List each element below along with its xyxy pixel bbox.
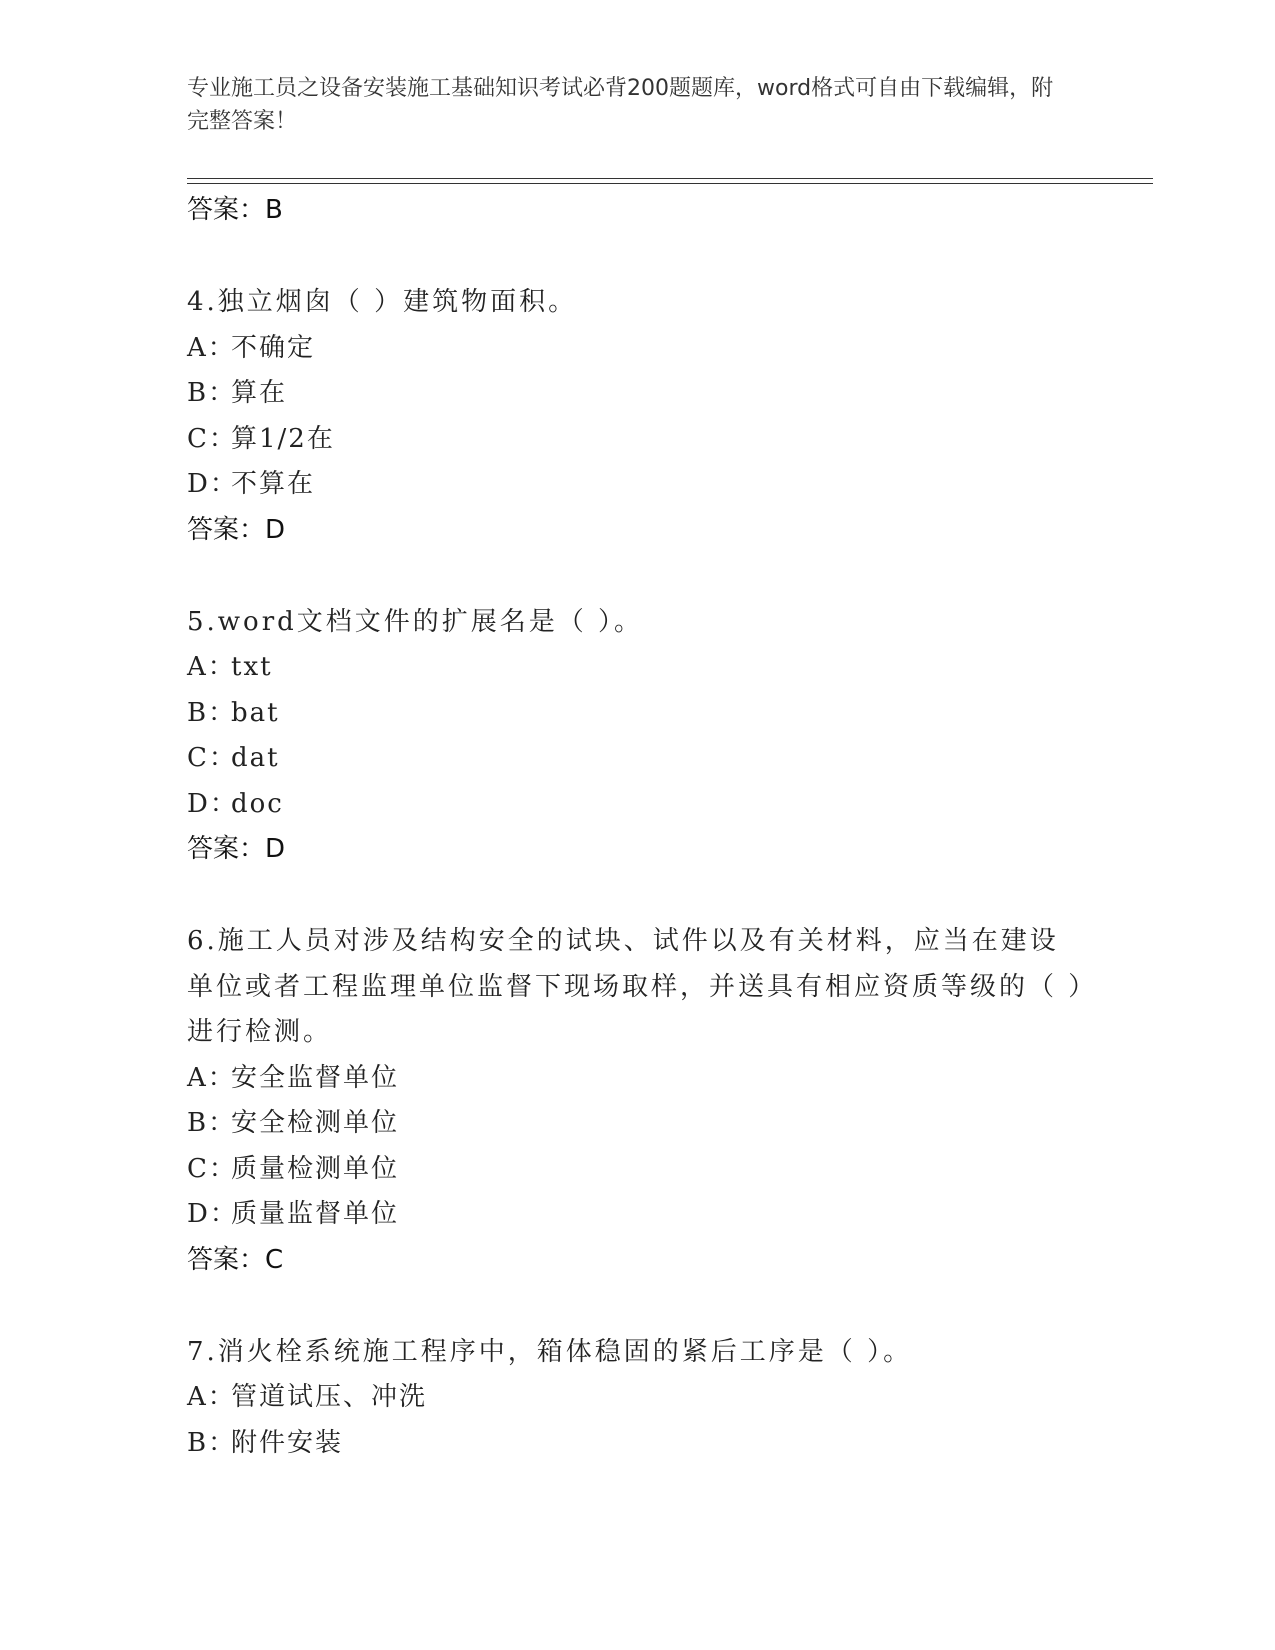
option-b (187, 691, 1087, 737)
question-4 (187, 280, 1087, 553)
option-text: 质量检测单位 (231, 1153, 400, 1184)
question-list (187, 188, 1087, 1466)
option-text: 算1/2在 (231, 423, 335, 454)
option-key: A： (187, 652, 236, 682)
question-6 (187, 919, 1087, 1283)
option-key: B： (187, 1108, 237, 1138)
question-text: 5.word文档文件的扩展名是（ ）。 (187, 606, 644, 637)
option-key: B： (187, 1427, 237, 1458)
option-d (187, 782, 1087, 828)
option-c (187, 417, 1087, 463)
question-5 (187, 600, 1087, 873)
option-text: 不算在 (231, 469, 316, 499)
answer-line (187, 1238, 1087, 1283)
option-a (187, 1375, 1087, 1421)
question-7 (187, 1330, 1087, 1467)
answer-label: 答案： (187, 834, 266, 864)
answer-value: D (265, 514, 286, 545)
option-text: 安全检测单位 (231, 1108, 400, 1138)
header-rule-bottom (187, 183, 1153, 184)
answer-label: 答案： (187, 195, 266, 225)
answer-label: 答案： (187, 514, 266, 545)
option-text: 安全监督单位 (231, 1062, 400, 1093)
option-a (187, 1056, 1087, 1102)
answer-label: 答案： (187, 1244, 266, 1275)
option-key: D： (187, 469, 238, 499)
answer-line (187, 188, 1087, 233)
option-key: B： (187, 378, 237, 408)
option-text: 管道试压、冲洗 (231, 1382, 428, 1412)
option-text: 附件安装 (231, 1427, 344, 1458)
option-a (187, 645, 1087, 691)
question-text: 6.施工人员对涉及结构安全的试块、试件以及有关材料，应当在建设单位或者工程监理单位监督下现场取样，并送具有相应资质等级的（ ）进行检测。 (187, 926, 1085, 1047)
option-text: 质量监督单位 (231, 1199, 400, 1229)
answer-value: D (265, 834, 286, 864)
option-c (187, 1147, 1087, 1193)
option-text: bat (231, 697, 280, 728)
option-key: D： (187, 788, 238, 819)
option-key: C： (187, 1153, 237, 1184)
option-text: doc (231, 788, 284, 819)
option-a (187, 326, 1087, 372)
option-b (187, 1101, 1087, 1147)
option-c (187, 736, 1087, 782)
question-text: 7.消火栓系统施工程序中，箱体稳固的紧后工序是（ ）。 (187, 1336, 913, 1367)
option-key: C： (187, 423, 237, 454)
option-key: D： (187, 1199, 238, 1229)
answer-value: B (265, 195, 283, 225)
option-key: B： (187, 697, 237, 728)
option-key: A： (187, 1062, 236, 1093)
option-d (187, 462, 1087, 508)
option-text: 不确定 (231, 332, 316, 363)
answer-line (187, 827, 1087, 872)
header-rule-top (187, 178, 1153, 179)
option-text: dat (231, 743, 280, 773)
option-key: C： (187, 743, 237, 773)
option-text: txt (231, 652, 273, 682)
option-key: A： (187, 1382, 236, 1412)
option-text: 算在 (231, 378, 288, 408)
option-key: A： (187, 332, 236, 363)
option-b (187, 371, 1087, 417)
option-b (187, 1421, 1087, 1467)
answer-line (187, 508, 1087, 553)
document-header: 专业施工员之设备安装施工基础知识考试必背200题题库，word格式可自由下载编辑，附完整答案！ (187, 76, 1054, 134)
option-d (187, 1192, 1087, 1238)
answer-value: C (265, 1244, 284, 1275)
question-text: 4.独立烟囱（ ）建筑物面积。 (187, 287, 578, 317)
